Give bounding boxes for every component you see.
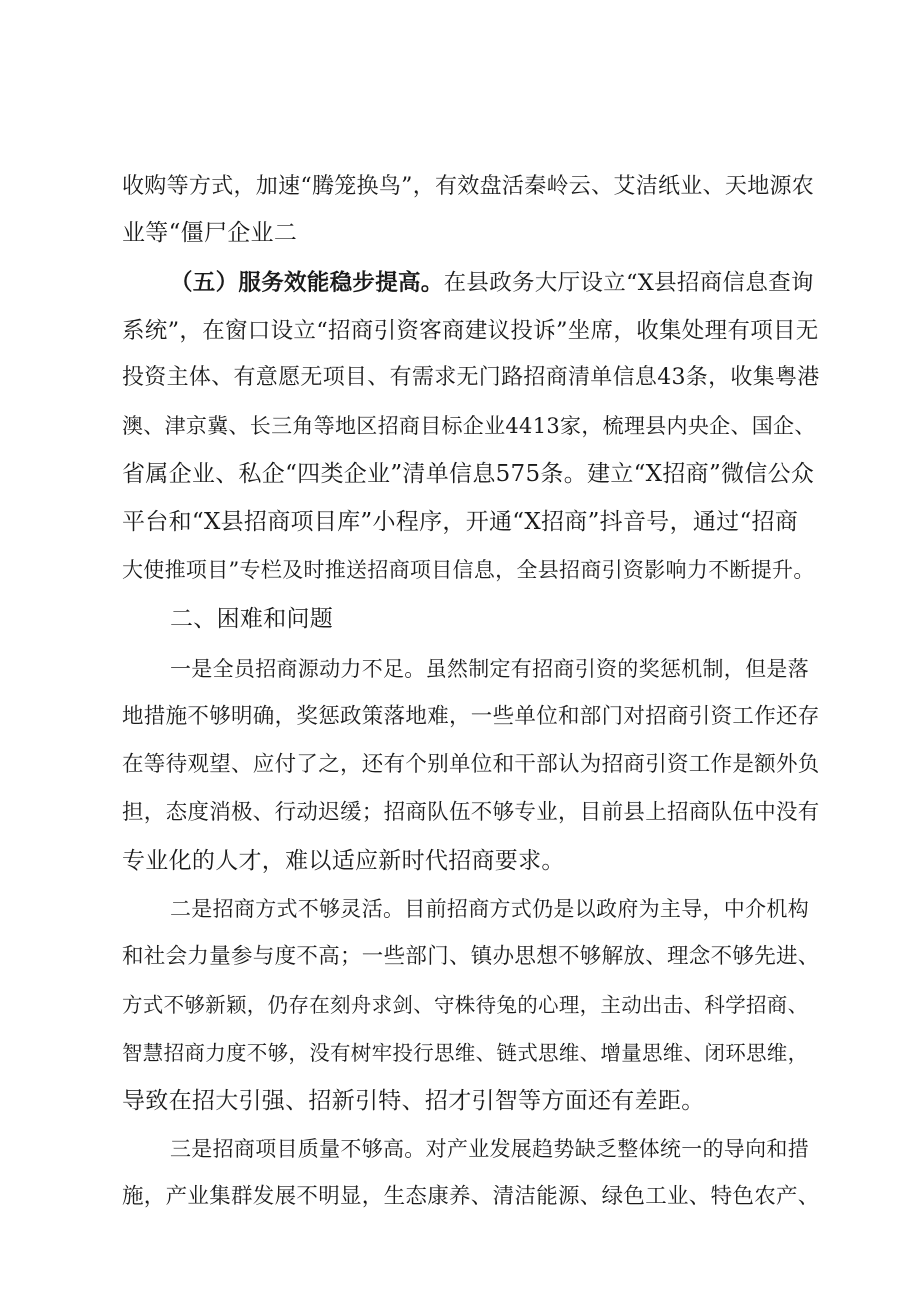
text-line: 专业化的人才，难以适应新时代招商要求。 (122, 848, 565, 874)
text-line: 一是全员招商源动力不足。虽然制定有招商引资的奖惩机制，但是落 (170, 657, 809, 681)
text-line: 澳、津京冀、长三角等地区招商目标企业4413家，梳理县内央企、国企、 (122, 414, 816, 438)
text-line: 在等待观望、应付了之，还有个别单位和干部认为招商引资工作是额外负 (122, 752, 820, 777)
text-line: 施，产业集群发展不明显，生态康养、清洁能源、绿色工业、特色农产、 (122, 1184, 820, 1209)
section-heading: 二、困难和问题 (170, 606, 334, 632)
text-line: 投资主体、有意愿无项目、有需求无门路招商清单信息43条，收集粤港 (122, 365, 820, 390)
text-line (170, 268, 814, 298)
text-line: 系统”，在窗口设立“招商引资客商建议投诉”坐席，收集处理有项目无 (122, 318, 819, 344)
text-line: 方式不够新颖，仍存在刻舟求剑、守株待兔的心理，主动出击、科学招商、 (122, 993, 809, 1017)
text-line: 平台和“X县招商项目库”小程序，开通“X招商”抖音号，通过“招商 (122, 509, 799, 535)
text-line: 和社会力量参与度不高；一些部门、镇办思想不够解放、理念不够先进、 (122, 944, 820, 969)
text-line: 三是招商项目质量不够高。对产业发展趋势缺乏整体统一的导向和措 (170, 1137, 809, 1161)
text-line: 导致在招大引强、招新引特、招才引智等方面还有差距。 (122, 1088, 705, 1114)
text-line: 业等“僵尸企业二 (122, 220, 298, 246)
text-line: 智慧招商力度不够，没有树牢投行思维、链式思维、增量思维、闭环思维， (122, 1041, 809, 1065)
paragraph-lead: （五）服务效能稳步提高。 (170, 270, 444, 296)
text-line: 收购等方式，加速“腾笼换鸟”，有效盘活秦岭云、艾洁纸业、天地源农 (122, 174, 815, 199)
paragraph-text: 在县政务大厅设立“X县招商信息查询 (443, 270, 814, 296)
text-line: 担，态度消极、行动迟缓；招商队伍不够专业，目前县上招商队伍中没有 (122, 800, 820, 825)
text-line: 省属企业、私企“四类企业”清单信息575条。建立“X招商”微信公众 (122, 461, 815, 487)
text-line: 二是招商方式不够灵活。目前招商方式仍是以政府为主导，中介机构 (170, 897, 809, 921)
text-line: 地措施不够明确，奖惩政策落地难，一些单位和部门对招商引资工作还存 (122, 704, 820, 729)
text-line: 大使推项目”专栏及时推送招商项目信息，全县招商引资影响力不断提升。 (122, 558, 815, 582)
